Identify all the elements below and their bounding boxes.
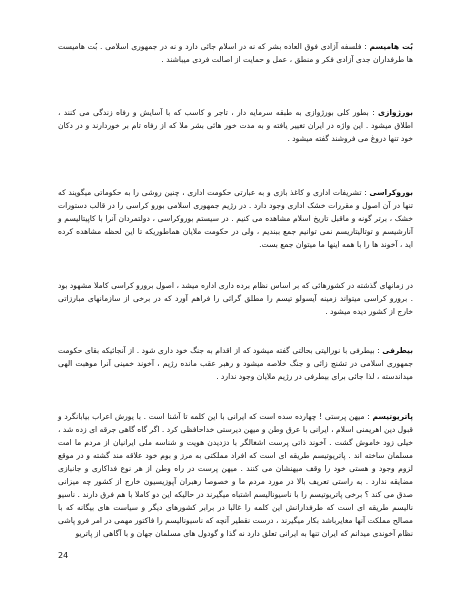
term-separator: :	[364, 412, 373, 421]
paragraph-neutrality	[58, 344, 413, 383]
paragraph-body: بیطرفی با نورالیتی بحالتی گفته میشود که از اقدام به جنگ خود داری شود . از آنجائیکه بقای حکومت جمهوری اسلامی در تشنج زائی و جنگ خلاصه میشود و رهبر عقب مانده رژیم ، آخوند خمینی آنرا موهبت الهی میداندسته ، لذا جائی برای بیطرفی در رژیم ملایان وجود ندارد .	[58, 346, 413, 381]
term-separator: :	[361, 188, 370, 197]
page-number: 24	[58, 551, 69, 560]
paragraph-bureaucracy	[58, 186, 413, 251]
term-separator: :	[374, 346, 383, 355]
term-heading: بیطرفی	[382, 346, 413, 355]
paragraph-body: فلسفه آزادی فوق العاده بشر که نه در اسلام جائی دارد و نه در جمهوری اسلامی . بُت هامیست ها طرفداران جدی آزادی فکر و منطق ، عمل و حمایت از اصالت فردی میباشند .	[58, 42, 413, 64]
paragraph-bureaucracy-continued	[58, 279, 413, 318]
term-heading: بُت هامیسم	[369, 42, 414, 51]
paragraph-body: تشریفات اداری و کاغذ بازی و به عبارتی حکومت اداری ، چنین روشی را به حکوماتی میگویند که تنها در آن اصول و مقررات خشک اداری وجود دارد . در رژیم جمهوری اسلامی بورو کراسی را در قالب دستورات خشک ، برتر گونه و ماقبل تاریخ اسلام مشاهده می کنیم . در سیستم بوروکراسی ، دولتمردان آنرا با کاپیتالیسم و آنارشیسم و توتالیتاریسم نمی توانیم جمع ببندیم ، ولی در حکومت ملایان هماطوریکه تا این لحظه مشاهده کرده اید ، آخوند ها را با همه اینها ما میتوان جمع بست.	[58, 188, 413, 249]
paragraph-body: میهن پرستی ! چهارده سده است که ایرانی با این کلمه تا آشنا است . با یورش اعراب بیابانگرد و قبول دین اهریمنی اسلام ، ایرانی با عرق وطن و میهن دیرستی خداحافظی کرد . اگر گاه گاهی جرقه ای زده شد ، خیلی زود خاموش گشت . آخوند ذاتی پرست اشغالگر با دزدیدن هویت و شناسه ملی ایرانیان از مردم ما امت مسلمان ساخته اند . پاتریوتیسم طریقه ای است که افراد مملکتی به مرز و بوم خود علاقه مند گشته و در موقع لزوم وجود و هستی خود را وقف میهنشان می کنند . میهن پرست در راه وطن از هر نوع فداکاری و جانبازی مضایقه ندارد . به راستی تعریف بالا در مورد مردم ما و خصوصا رهبران آپوزیسیون خارج از کشور چه میزانی صدق می کند ؟ برخی پاتریوتیسم را با ناسیونالیسم اشتباه میگیرند در حالیکه این دو کاملا با هم فرق دارند . ناسیو نالیسم طریقه ای است که طرفدارانش این کلمه را غالبا در برابر کشورهای دیگر و سیاست های بیگانه که با مصالح مملکت آنها مغایرباشد بکار میگیرند ، درست نقطیر آنچه که ناسیونالیسم را فاکتور مهمی در امر فرو پاشی نظام آخوندی میدانم که ایران تنها به ایرانی تعلق دارد نه گذا و گودول های مسلمان جهان و با آگاهی از پاتریو	[58, 412, 413, 538]
term-separator: :	[361, 42, 370, 51]
paragraph-bourgeoisie	[58, 106, 413, 145]
term-heading: بوروکراسی	[369, 188, 413, 197]
paragraph-body: در زمانهای گذشته در کشورهائی که بر اساس نظام برده داری اداره میشد ، اصول برورو کراسی کاملا مشهود بود . برورو کراسی میتواند زمینه آیسولو تیسم را مطلق گرائی را فراهم آورد که در برخی از سازمانهای مبارزاتی خارج از کشور دیده میشود .	[58, 281, 413, 316]
paragraph-body: بطور کلی بورژوازی به طبقه سرمایه دار ، تاجر و کاسب که با آسایش و رفاه زندگی می کنند ، اطلاق میشود . این واژه در ایران تغییر یافته و به مدت خور هائی بشر ملا که از رفاه تام بر خوردارند و در دکان خود تنها دروغ می فروشند گفته میشود .	[58, 108, 413, 143]
term-heading: پاتریوتیسم	[372, 412, 413, 421]
paragraph-patriotism	[58, 410, 413, 540]
term-separator: :	[368, 108, 378, 117]
paragraph-but-hamism	[58, 40, 413, 66]
term-heading: بورژوازی	[377, 108, 413, 117]
